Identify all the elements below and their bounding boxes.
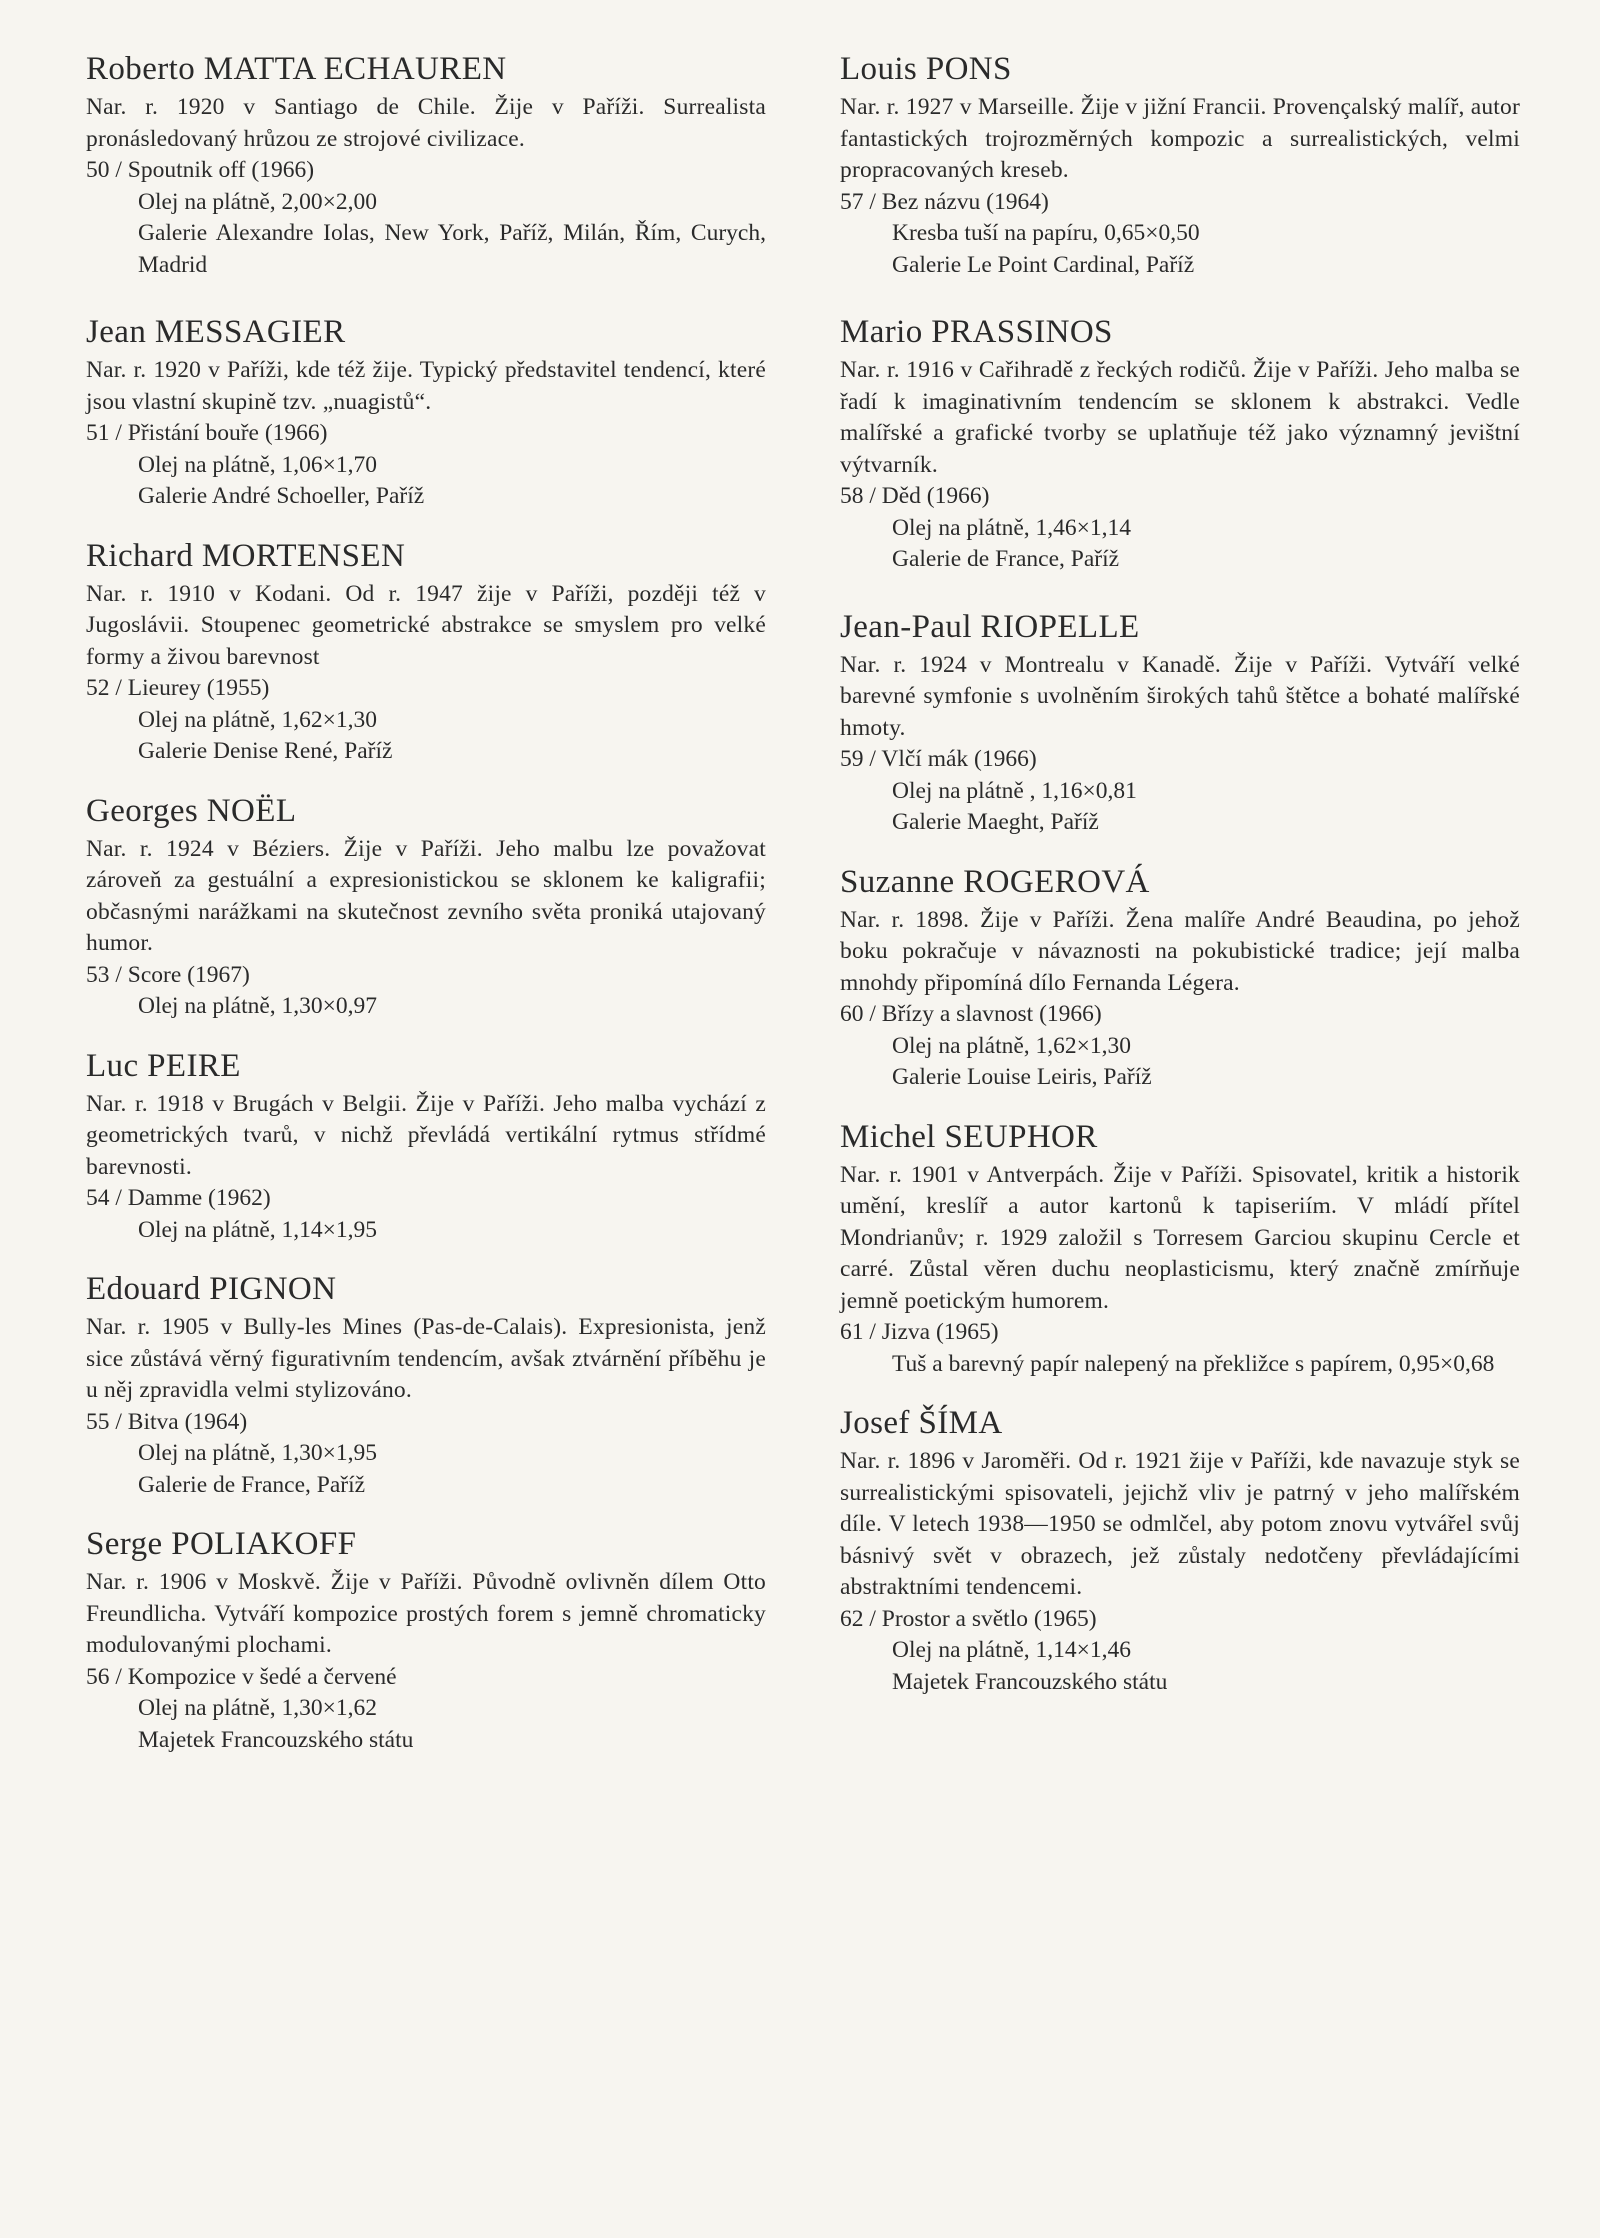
work-title: 59 / Vlčí mák (1966) <box>840 746 1037 772</box>
artist-bio: Nar. r. 1910 v Kodani. Od r. 1947 žije v Paříži, později též v Jugoslávii. Stoupenec geometrické abstrakce se smyslem pro velké formy a živou barevnost <box>86 580 766 670</box>
work-owner: Galerie Alexandre Iolas, New York, Paříž, Milán, Řím, Curych, Madrid <box>138 220 766 278</box>
work-title: 60 / Břízy a slavnost (1966) <box>840 1001 1102 1027</box>
work-medium: Olej na plátně, 1,14×1,95 <box>138 1216 378 1243</box>
artist-name: Georges NOËL <box>86 792 297 829</box>
artist-name: Mario PRASSINOS <box>840 314 1113 350</box>
artist-entry <box>840 48 1520 281</box>
artist-entry <box>86 790 766 1023</box>
right-column <box>840 48 1520 1720</box>
artist-name: Richard MORTENSEN <box>86 537 406 574</box>
artist-bio: Nar. r. 1905 v Bully-les Mines (Pas-de-Calais). Expresionista, jenž sice zůstává věrný figurativním tendencím, avšak ztvárnění příběhu je u něj zpravidla velmi stylizováno. <box>86 1314 766 1403</box>
artist-bio: Nar. r. 1896 v Jaroměři. Od r. 1921 žije v Paříži, kde navazuje styk se surrealistickými spisovateli, jejichž vliv je patrný v jeho malířském díle. V letech 1938—1950 se odmlčel, aby potom znovu vytvářel svůj básnivý svět v obrazech, jež zůstaly nedotčeny převládajícími abstraktními tendencemi. <box>840 1448 1520 1600</box>
artist-entry <box>840 1116 1520 1381</box>
work-medium: Tuš a barevný papír nalepený na překližce s papírem, 0,95×0,68 <box>892 1350 1495 1377</box>
work-owner: Galerie André Schoeller, Paříž <box>138 483 425 509</box>
artist-name: Jean MESSAGIER <box>86 314 346 350</box>
artist-entry <box>840 311 1520 576</box>
work-medium: Olej na plátně, 1,06×1,70 <box>138 451 378 478</box>
work-title: 56 / Kompozice v šedé a červené <box>86 1663 397 1690</box>
work-title: 52 / Lieurey (1955) <box>86 675 270 701</box>
artist-bio: Nar. r. 1920 v Paříži, kde též žije. Typický představitel tendencí, které jsou vlastní skupině tzv. „nuagistů“. <box>86 357 766 415</box>
work-owner: Galerie Louise Leiris, Paříž <box>892 1064 1152 1090</box>
work-medium: Olej na plátně, 1,30×0,97 <box>138 993 378 1019</box>
work-title: 54 / Damme (1962) <box>86 1185 271 1211</box>
work-medium: Olej na plátně, 1,30×1,95 <box>138 1440 378 1466</box>
artist-entry <box>840 606 1520 839</box>
artist-name: Roberto MATTA ECHAUREN <box>86 51 507 87</box>
artist-entry <box>86 1045 766 1247</box>
artist-bio: Nar. r. 1906 v Moskvě. Žije v Paříži. Původně ovlivněn dílem Otto Freundlicha. Vytváří kompozice prostých forem s jemně chromaticky modulovanými plochami. <box>86 1569 766 1658</box>
artist-entry <box>86 311 766 513</box>
work-title: 55 / Bitva (1964) <box>86 1408 248 1435</box>
artist-name: Luc PEIRE <box>86 1047 241 1084</box>
artist-bio: Nar. r. 1924 v Montrealu v Kanadě. Žije v Paříži. Vytváří velké barevné symfonie s uvolněním širokých tahů štětce a bohaté malířské hmoty. <box>840 651 1520 741</box>
work-medium: Kresba tuší na papíru, 0,65×0,50 <box>892 220 1200 246</box>
artist-bio: Nar. r. 1901 v Antverpách. Žije v Paříži. Spisovatel, kritik a historik umění, kreslíř a autor kartonů k tapiseriím. V mládí přítel Mondrianův; r. 1929 založil s Torresem Garciou skupinu Cercle et carré. Zůstal věren duchu neoplasticismu, který značně zmírňuje jemně poetickým humorem. <box>840 1161 1520 1314</box>
work-medium: Olej na plátně, 1,14×1,46 <box>892 1637 1132 1663</box>
artist-bio: Nar. r. 1920 v Santiago de Chile. Žije v Paříži. Surrealista pronásledovaný hrůzou ze strojové civilizace. <box>86 94 766 152</box>
work-owner: Galerie de France, Paříž <box>892 546 1120 572</box>
work-title: 53 / Score (1967) <box>86 961 250 988</box>
artist-entry <box>86 1268 766 1501</box>
work-owner: Majetek Francouzského státu <box>892 1668 1168 1695</box>
work-title: 57 / Bez názvu (1964) <box>840 188 1049 215</box>
work-title: 61 / Jizva (1965) <box>840 1319 999 1345</box>
work-medium: Olej na plátně, 1,46×1,14 <box>892 514 1132 541</box>
artist-name: Josef ŠÍMA <box>840 1405 1003 1441</box>
artist-name: Serge POLIAKOFF <box>86 1526 357 1562</box>
work-title: 50 / Spoutnik off (1966) <box>86 157 315 183</box>
artist-bio: Nar. r. 1918 v Brugách v Belgii. Žije v Paříži. Jeho malba vychází z geometrických tvarů, v nichž převládá vertikální rytmus střídmé barevnosti. <box>86 1090 766 1180</box>
left-column <box>86 48 766 1778</box>
artist-bio: Nar. r. 1916 v Cařihradě z řeckých rodičů. Žije v Paříži. Jeho malba se řadí k imaginativním tendencím se sklonem k abstrakci. Vedle malířské a grafické tvorby se uplatňuje též jako významný jevištní výtvarník. <box>840 357 1520 478</box>
artist-entry <box>840 861 1520 1094</box>
work-medium: Olej na plátně , 1,16×0,81 <box>892 777 1137 804</box>
artist-entry <box>840 1402 1520 1698</box>
work-medium: Olej na plátně, 2,00×2,00 <box>138 188 378 215</box>
work-title: 62 / Prostor a světlo (1965) <box>840 1605 1097 1632</box>
work-title: 51 / Přistání bouře (1966) <box>86 420 328 446</box>
work-owner: Majetek Francouzského státu <box>138 1726 414 1753</box>
work-owner: Galerie de France, Paříž <box>138 1471 366 1498</box>
artist-name: Michel SEUPHOR <box>840 1118 1098 1155</box>
artist-name: Edouard PIGNON <box>86 1271 337 1307</box>
artist-name: Louis PONS <box>840 51 1012 87</box>
artist-entry <box>86 48 766 281</box>
work-owner: Galerie Maeght, Paříž <box>892 809 1099 835</box>
work-title: 58 / Děd (1966) <box>840 483 990 509</box>
artist-name: Jean-Paul RIOPELLE <box>840 608 1140 645</box>
work-owner: Galerie Le Point Cardinal, Paříž <box>892 251 1195 278</box>
artist-name: Suzanne ROGEROVÁ <box>840 863 1150 900</box>
work-medium: Olej na plátně, 1,62×1,30 <box>138 706 378 733</box>
artist-bio: Nar. r. 1924 v Béziers. Žije v Paříži. Jeho malbu lze považovat zároveň za gestuální a expresionistickou se sklonem ke kaligrafii; občasnými narážkami na skutečnost zevního světa proniká utajovaný humor. <box>86 835 766 956</box>
work-owner: Galerie Denise René, Paříž <box>138 738 393 764</box>
work-medium: Olej na plátně, 1,62×1,30 <box>892 1032 1132 1059</box>
work-medium: Olej na plátně, 1,30×1,62 <box>138 1695 378 1721</box>
artist-entry <box>86 535 766 768</box>
artist-bio: Nar. r. 1927 v Marseille. Žije v jižní Francii. Provençalský malíř, autor fantastických trojrozměrných kompozic a surrealistických, velmi propracovaných kreseb. <box>840 94 1520 183</box>
artist-bio: Nar. r. 1898. Žije v Paříži. Žena malíře André Beaudina, po jehož boku pokračuje v návaznosti na pokubistické tradice; její malba mnohdy připomíná dílo Fernanda Légera. <box>840 906 1520 996</box>
artist-entry <box>86 1523 766 1756</box>
